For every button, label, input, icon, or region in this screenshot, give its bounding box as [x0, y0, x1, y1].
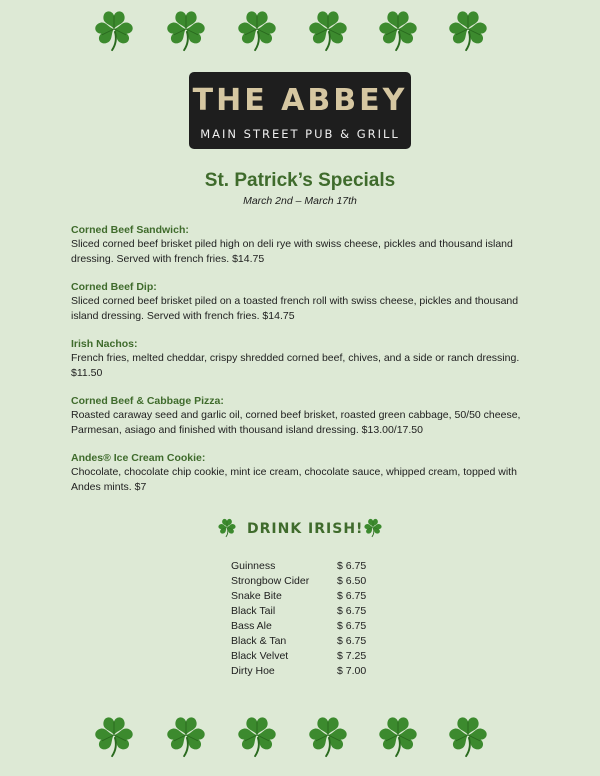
top-clover-border [0, 4, 600, 56]
logo-subtitle: MAIN STREET PUB & GRILL [200, 127, 400, 141]
shamrock-icon [374, 4, 422, 54]
shamrock-icon [90, 4, 138, 54]
logo-name: THE ABBEY [192, 83, 408, 118]
drink-row [231, 649, 381, 664]
shamrock-icon [216, 516, 238, 538]
drink-name: Black Tail [231, 605, 276, 617]
shamrock-icon [162, 710, 210, 760]
menu-item-description: Chocolate, chocolate chip cookie, mint ice cream, chocolate sauce, whipped cream, topped with Andes mints. $7 [71, 466, 517, 493]
menu-item [71, 280, 541, 323]
drink-row [231, 619, 381, 634]
drink-row [231, 589, 381, 604]
shamrock-icon [233, 4, 281, 54]
shamrock-icon [444, 4, 492, 54]
menu-item [71, 223, 541, 266]
drink-name: Guinness [231, 560, 276, 572]
shamrock-icon [304, 4, 352, 54]
page-title: St. Patrick’s Specials [204, 170, 396, 191]
specials-list [71, 223, 541, 508]
drink-price: $ 6.75 [337, 560, 367, 572]
drink-name: Dirty Hoe [231, 665, 275, 677]
shamrock-icon [362, 516, 384, 538]
drinks-list [231, 559, 381, 679]
pub-logo [189, 72, 411, 149]
drink-row [231, 634, 381, 649]
drink-row [231, 664, 381, 679]
bottom-clover-border [0, 710, 600, 762]
shamrock-icon [444, 710, 492, 760]
drink-name: Snake Bite [231, 590, 282, 602]
drink-price: $ 7.25 [337, 650, 367, 662]
drink-price: $ 6.75 [337, 635, 367, 647]
menu-item-description: Sliced corned beef brisket piled high on deli rye with swiss cheese, pickles and thousand island dressing. Served with french fries. $14.75 [71, 238, 513, 265]
drink-price: $ 6.75 [337, 620, 367, 632]
drink-price: $ 6.75 [337, 590, 367, 602]
drink-name: Black & Tan [231, 635, 287, 647]
menu-item-description: Sliced corned beef brisket piled on a toasted french roll with swiss cheese, pickles and thousand island dressing. Served with french fries. $14.75 [71, 295, 519, 322]
drinks-title: DRINK IRISH! [247, 521, 364, 537]
shamrock-icon [233, 710, 281, 760]
shamrock-icon [374, 710, 422, 760]
drink-name: Black Velvet [231, 650, 289, 662]
menu-item-name: Corned Beef & Cabbage Pizza: [71, 395, 224, 407]
drink-row [231, 559, 381, 574]
menu-item-name: Irish Nachos: [71, 338, 138, 350]
menu-item [71, 337, 541, 380]
drink-price: $ 7.00 [337, 665, 367, 677]
drink-name: Strongbow Cider [231, 575, 310, 587]
menu-item-description: Roasted caraway seed and garlic oil, corned beef brisket, roasted green cabbage, 50/50 cheese, Parmesan, asiago and finished with thousand island dressing. $13.00/17.50 [71, 409, 521, 436]
menu-item [71, 394, 541, 437]
drink-price: $ 6.75 [337, 605, 367, 617]
menu-item-description: French fries, melted cheddar, crispy shredded corned beef, chives, and a side or ranch dressing. $11.50 [71, 352, 520, 379]
menu-item [71, 451, 541, 494]
drink-row [231, 574, 381, 589]
shamrock-icon [90, 710, 138, 760]
menu-item-name: Corned Beef Dip: [71, 281, 157, 293]
drink-price: $ 6.50 [337, 575, 367, 587]
drink-row [231, 604, 381, 619]
menu-item-name: Corned Beef Sandwich: [71, 224, 189, 236]
menu-item-name: Andes® Ice Cream Cookie: [71, 452, 206, 464]
shamrock-icon [162, 4, 210, 54]
drink-name: Bass Ale [231, 620, 272, 632]
shamrock-icon [304, 710, 352, 760]
special-dates: March 2nd – March 17th [243, 195, 357, 207]
drinks-heading [0, 516, 600, 542]
